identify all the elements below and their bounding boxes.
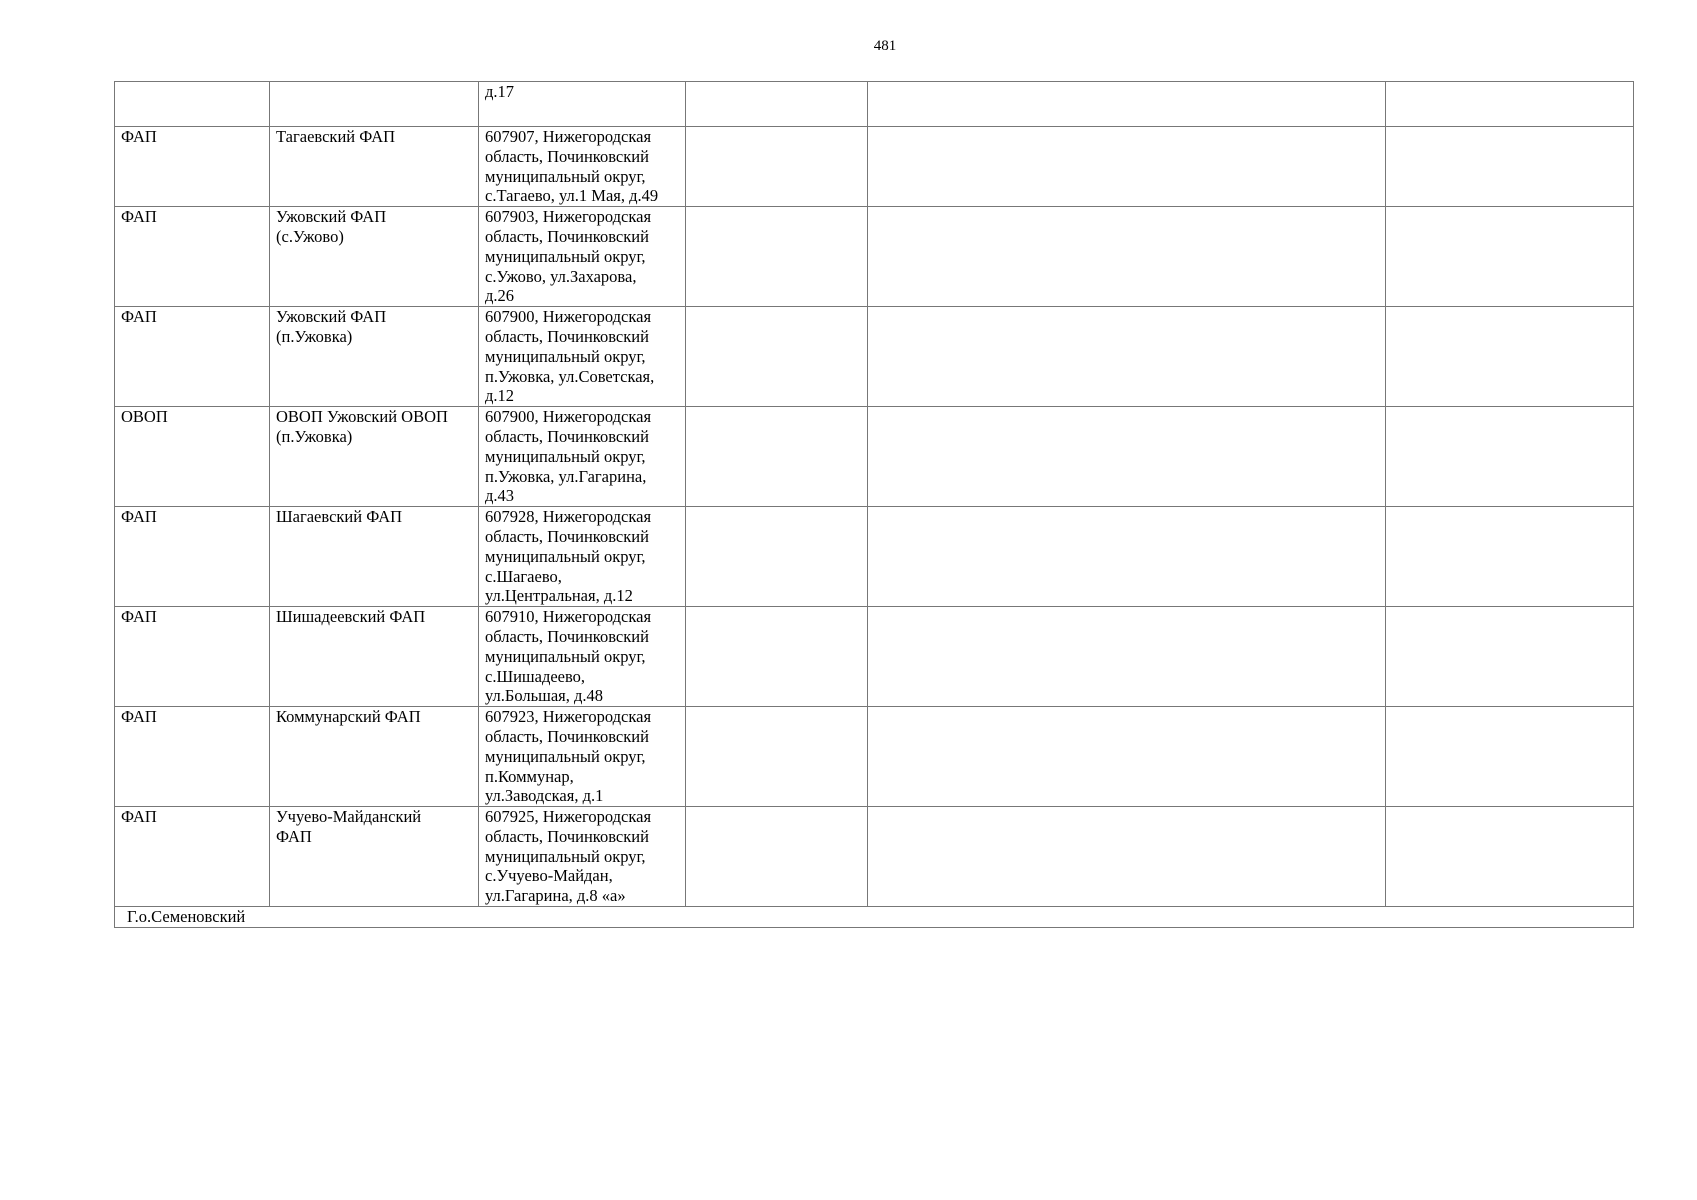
cell-address: 607900, Нижегородская область, Починковский муниципальный округ, п.Ужовка, ул.Советская, д.12 [479, 307, 686, 407]
cell-type: ФАП [115, 207, 270, 307]
cell-empty [1386, 82, 1634, 127]
cell-empty [1386, 207, 1634, 307]
cell-type: ФАП [115, 507, 270, 607]
table-row [115, 607, 1634, 707]
cell-empty [868, 207, 1386, 307]
cell-address: 607923, Нижегородская область, Починковский муниципальный округ, п.Коммунар, ул.Заводская, д.1 [479, 707, 686, 807]
cell-empty [868, 707, 1386, 807]
cell-address: 607900, Нижегородская область, Починковский муниципальный округ, п.Ужовка, ул.Гагарина, д.43 [479, 407, 686, 507]
cell-name: Шагаевский ФАП [270, 507, 479, 607]
cell-address: 607903, Нижегородская область, Починковский муниципальный округ, с.Ужово, ул.Захарова, д.26 [479, 207, 686, 307]
table-row [115, 407, 1634, 507]
cell-type: ФАП [115, 807, 270, 907]
cell-type [115, 82, 270, 127]
cell-empty [686, 607, 868, 707]
cell-name: Ужовский ФАП (с.Ужово) [270, 207, 479, 307]
table-row [115, 707, 1634, 807]
cell-type: ФАП [115, 707, 270, 807]
page-number: 481 [873, 38, 897, 54]
cell-type: ОВОП [115, 407, 270, 507]
table-row [115, 807, 1634, 907]
cell-empty [868, 507, 1386, 607]
cell-empty [868, 127, 1386, 207]
facilities-table [114, 81, 1634, 928]
cell-empty [686, 707, 868, 807]
cell-name: Учуево-Майданский ФАП [270, 807, 479, 907]
cell-empty [686, 307, 868, 407]
cell-address: 607925, Нижегородская область, Починковский муниципальный округ, с.Учуево-Майдан, ул.Гагарина, д.8 «а» [479, 807, 686, 907]
cell-address: 607910, Нижегородская область, Починковский муниципальный округ, с.Шишадеево, ул.Большая, д.48 [479, 607, 686, 707]
cell-address: 607907, Нижегородская область, Починковский муниципальный округ, с.Тагаево, ул.1 Мая, д.49 [479, 127, 686, 207]
cell-name: ОВОП Ужовский ОВОП (п.Ужовка) [270, 407, 479, 507]
cell-type: ФАП [115, 607, 270, 707]
cell-empty [686, 507, 868, 607]
cell-name: Шишадеевский ФАП [270, 607, 479, 707]
table-row [115, 207, 1634, 307]
cell-empty [686, 82, 868, 127]
cell-name: Ужовский ФАП (п.Ужовка) [270, 307, 479, 407]
section-label: Г.о.Семеновский [115, 907, 1634, 928]
cell-empty [686, 127, 868, 207]
table-row [115, 127, 1634, 207]
cell-empty [686, 407, 868, 507]
cell-empty [686, 207, 868, 307]
section-header-row [115, 907, 1634, 928]
cell-address: д.17 [479, 82, 686, 127]
cell-name: Коммунарский ФАП [270, 707, 479, 807]
cell-type: ФАП [115, 127, 270, 207]
cell-name [270, 82, 479, 127]
cell-empty [868, 607, 1386, 707]
cell-empty [686, 807, 868, 907]
table-row [115, 82, 1634, 127]
cell-empty [1386, 707, 1634, 807]
cell-type: ФАП [115, 307, 270, 407]
cell-empty [1386, 507, 1634, 607]
cell-empty [868, 407, 1386, 507]
cell-empty [1386, 407, 1634, 507]
table-row [115, 507, 1634, 607]
cell-empty [868, 807, 1386, 907]
cell-empty [868, 82, 1386, 127]
cell-empty [1386, 127, 1634, 207]
cell-empty [1386, 607, 1634, 707]
cell-empty [868, 307, 1386, 407]
cell-empty [1386, 807, 1634, 907]
cell-empty [1386, 307, 1634, 407]
table-row [115, 307, 1634, 407]
cell-name: Тагаевский ФАП [270, 127, 479, 207]
cell-address: 607928, Нижегородская область, Починковский муниципальный округ, с.Шагаево, ул.Центральная, д.12 [479, 507, 686, 607]
